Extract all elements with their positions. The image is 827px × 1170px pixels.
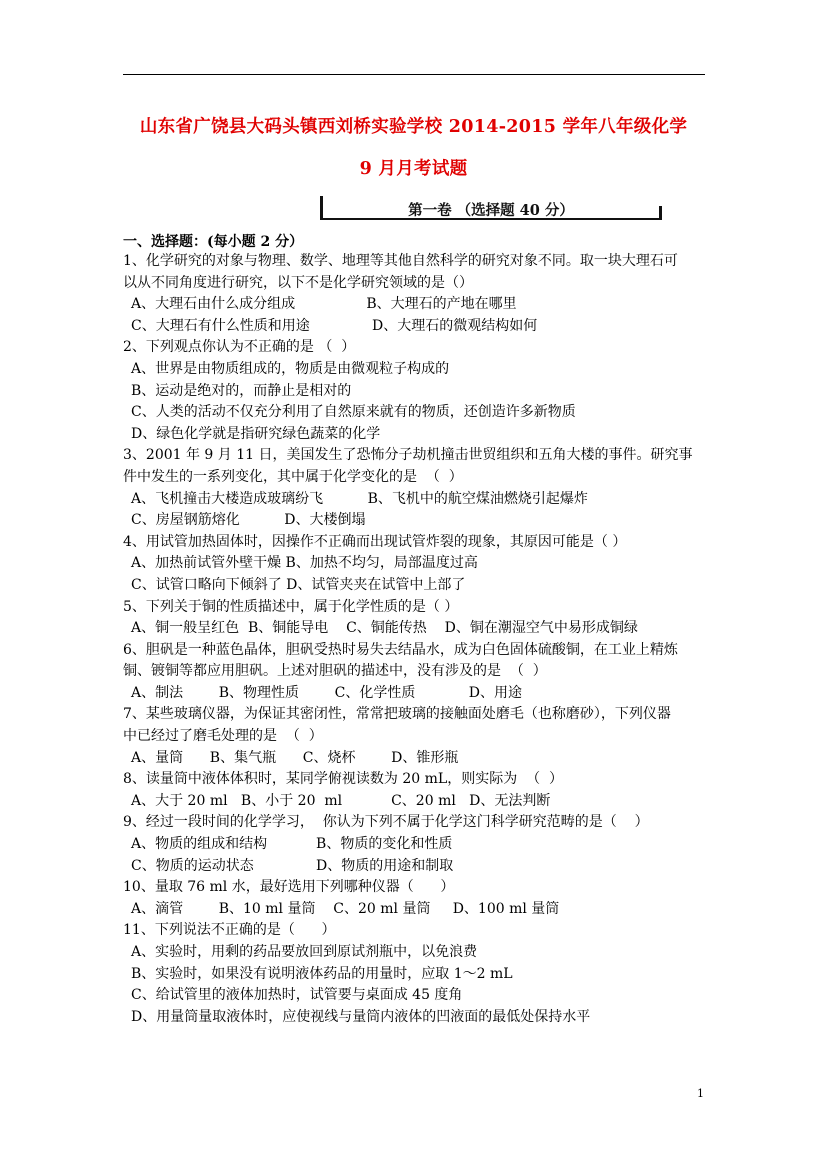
question-line: 10、量取 76 ml 水，最好选用下列哪种仪器（ ） <box>123 879 455 896</box>
question-line: 5、下列关于铜的性质描述中，属于化学性质的是（ ） <box>123 598 459 615</box>
question-line: 2、下列观点你认为不正确的是 （ ） <box>123 339 356 356</box>
answer-option-line: C、试管口略向下倾斜了 D、试管夹夹在试管中上部了 <box>131 576 466 593</box>
section-heading: 一、选择题：(每小题 2 分） <box>123 234 304 250</box>
question-list <box>123 251 708 1028</box>
question-line: 以从不同角度进行研究，以下不是化学研究领域的是（） <box>123 274 473 291</box>
answer-option-line: A、大理石由什么成分组成 B、大理石的产地在哪里 <box>131 296 517 313</box>
answer-option-line: A、物质的组成和结构 B、物质的变化和性质 <box>131 836 453 853</box>
question-line: 3、2001 年 9 月 11 日，美国发生了恐怖分子劫机撞击世贸组织和五角大楼的事件。研究事 <box>123 447 693 464</box>
header-rule <box>123 74 705 75</box>
answer-option-line: A、滴管 B、10 ml 量筒 C、20 ml 量筒 D、100 ml 量筒 <box>131 900 560 917</box>
answer-option-line: C、给试管里的液体加热时，试管要与桌面成 45 度角 <box>131 987 463 1004</box>
page-number: 1 <box>697 1087 704 1100</box>
volume-label: 第一卷 （选择题 40 分） <box>408 202 574 219</box>
question-line: 件中发生的一系列变化，其中属于化学变化的是 （ ） <box>123 468 463 485</box>
answer-option-line: A、世界是由物质组成的，物质是由微观粒子构成的 <box>131 360 450 377</box>
answer-option-line: D、用量筒量取液体时，应使视线与量筒内液体的凹液面的最低处保持水平 <box>131 1008 591 1025</box>
volume-banner <box>320 196 662 222</box>
answer-option-line: C、物质的运动状态 D、物质的用途和制取 <box>131 857 454 874</box>
answer-option-line: A、铜一般呈红色 B、铜能导电 C、铜能传热 D、铜在潮湿空气中易形成铜绿 <box>131 620 638 637</box>
answer-option-line: A、量筒 B、集气瓶 C、烧杯 D、锥形瓶 <box>131 749 459 766</box>
question-line: 1、化学研究的对象与物理、数学、地理等其他自然科学的研究对象不同。取一块大理石可 <box>123 253 678 269</box>
answer-option-line: A、大于 20 ml B、小于 20 ml C、20 ml D、无法判断 <box>131 792 551 809</box>
question-line: 9、经过一段时间的化学学习， 你认为下列不属于化学这门科学研究范畴的是（ ） <box>123 814 649 831</box>
answer-option-line: A、飞机撞击大楼造成玻璃纷飞 B、飞机中的航空煤油燃烧引起爆炸 <box>131 490 588 507</box>
document-title-line2: 9 月月考试题 <box>359 159 468 179</box>
answer-option-line: A、制法 B、物理性质 C、化学性质 D、用途 <box>131 684 522 701</box>
question-line: 6、胆矾是一种蓝色晶体，胆矾受热时易失去结晶水，成为白色固体硫酸铜，在工业上精炼 <box>123 641 678 658</box>
question-line: 7、某些玻璃仪器，为保证其密闭性，常常把玻璃的接触面处磨毛（也称磨砂），下列仪器 <box>123 706 671 723</box>
answer-option-line: C、房屋钢筋熔化 D、大楼倒塌 <box>131 512 366 529</box>
question-line: 中已经过了磨毛处理的是 （ ） <box>123 728 323 745</box>
question-line: 铜、镀铜等都应用胆矾。上述对胆矾的描述中，没有涉及的是 （ ） <box>123 663 547 680</box>
question-line: 11、下列说法不正确的是（ ） <box>123 922 336 939</box>
answer-option-line: C、人类的活动不仅充分利用了自然原来就有的物质，还创造许多新物质 <box>131 404 576 421</box>
answer-option-line: A、加热前试管外壁干燥 B、加热不均匀，局部温度过高 <box>131 555 478 572</box>
document-title-line1: 山东省广饶县大码头镇西刘桥实验学校 2014-2015 学年八年级化学 <box>139 117 688 137</box>
answer-option-line: B、运动是绝对的，而静止是相对的 <box>131 382 352 399</box>
question-line: 8、读量筒中液体体积时，某同学俯视读数为 20 mL，则实际为 （ ） <box>123 771 563 788</box>
question-line: 4、用试管加热固体时，因操作不正确而出现试管炸裂的现象，其原因可能是（ ） <box>123 533 627 550</box>
answer-option-line: A、实验时，用剩的药品要放回到原试剂瓶中，以免浪费 <box>131 944 478 960</box>
answer-option-line: D、绿色化学就是指研究绿色蔬菜的化学 <box>131 425 381 442</box>
answer-option-line: B、实验时，如果没有说明液体药品的用量时，应取 1～2 mL <box>131 965 513 982</box>
answer-option-line: C、大理石有什么性质和用途 D、大理石的微观结构如何 <box>131 317 538 334</box>
